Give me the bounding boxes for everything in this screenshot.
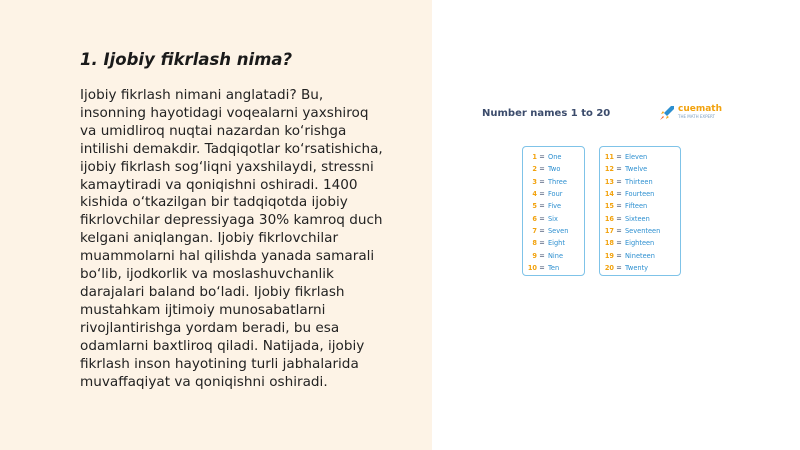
number-name: Three <box>548 177 567 186</box>
number-name: Seven <box>548 226 569 235</box>
paragraph-line: muammolarni hal qilishda yanada samarali <box>80 248 375 265</box>
number-names-table-1-10 <box>522 146 585 276</box>
number-names-table-11-20 <box>599 146 681 276</box>
logo-tagline: THE MATH EXPERT <box>678 114 715 119</box>
paragraph-line: Ijobiy fikrlash nimani anglatadi? Bu, <box>80 87 324 103</box>
number-row <box>600 200 680 212</box>
number-name: Eighteen <box>625 239 655 248</box>
number-name: Seventeen <box>625 226 661 235</box>
number-name: Fifteen <box>625 202 648 211</box>
number-value: 10 <box>527 263 537 272</box>
number-value: 14 <box>604 190 614 199</box>
paragraph-line: odamlarni baxtliroq qiladi. Natijada, ijobiy <box>80 337 365 354</box>
number-value: 12 <box>604 165 614 174</box>
number-row <box>523 262 584 274</box>
equals-sign: = <box>539 153 545 162</box>
number-row <box>523 249 584 261</box>
number-row <box>523 200 584 212</box>
equals-sign: = <box>539 239 545 248</box>
equals-sign: = <box>616 153 622 162</box>
number-value: 17 <box>604 226 614 235</box>
number-value: 5 <box>532 202 537 211</box>
equals-sign: = <box>616 165 622 174</box>
number-row <box>523 237 584 249</box>
equals-sign: = <box>616 190 622 199</box>
paragraph-line: kamaytiradi va qoniqishni oshiradi. 1400 <box>80 176 358 193</box>
number-value: 3 <box>532 177 537 186</box>
equals-sign: = <box>616 177 622 186</box>
paragraph-line: va umidliroq nuqtai nazardan ko‘rishga <box>80 122 347 139</box>
number-row <box>523 176 584 188</box>
paragraph-line: insonning hayotidagi voqealarni yaxshiroq <box>80 104 369 121</box>
equals-sign: = <box>539 226 545 235</box>
paragraph-line: ijobiy fikrlash sog‘liqni yaxshilaydi, stressni <box>80 158 374 175</box>
number-name: Twelve <box>625 165 648 174</box>
number-row <box>523 225 584 237</box>
number-row <box>523 188 584 200</box>
equals-sign: = <box>539 177 545 186</box>
paragraph-line: darajalari baland bo‘ladi. Ijobiy fikrlash <box>80 283 345 300</box>
number-name: Nine <box>548 251 564 260</box>
paragraph-line: rivojlantirishga yordam beradi, bu esa <box>80 319 340 336</box>
number-value: 20 <box>604 263 614 272</box>
number-name: Six <box>548 214 558 223</box>
paragraph-line: bo‘lib, ijodkorlik va moslashuvchanlik <box>80 266 334 283</box>
paragraph-line: kelgani aniqlangan. Ijobiy fikrlovchilar <box>80 230 339 247</box>
number-row <box>523 151 584 163</box>
number-name: Two <box>548 165 561 174</box>
number-value: 4 <box>532 190 537 199</box>
paragraph-line: intilishi demakdir. Tadqiqotlar ko‘rsatishicha, <box>80 140 383 157</box>
figure-title: Number names 1 to 20 <box>482 108 611 119</box>
paragraph-line: fikrlovchilar depressiyaga 30% kamroq duch <box>80 212 383 229</box>
cuemath-logo <box>658 104 722 122</box>
number-value: 8 <box>532 239 537 248</box>
number-name: Eight <box>548 239 565 248</box>
paragraph-line: muvaffaqiyat va qoniqishni oshiradi. <box>80 373 328 390</box>
number-value: 11 <box>604 153 614 162</box>
number-value: 16 <box>604 214 614 223</box>
equals-sign: = <box>539 165 545 174</box>
number-value: 9 <box>532 251 537 260</box>
number-value: 7 <box>532 226 537 235</box>
number-row <box>600 225 680 237</box>
number-name: Sixteen <box>625 214 650 223</box>
number-name: Ten <box>548 263 560 272</box>
number-row <box>600 176 680 188</box>
number-name: Eleven <box>625 153 648 162</box>
number-value: 15 <box>604 202 614 211</box>
number-row <box>600 249 680 261</box>
equals-sign: = <box>616 239 622 248</box>
figure-panel <box>432 0 800 450</box>
equals-sign: = <box>616 202 622 211</box>
paragraph-line: kishida o‘tkazilgan bir tadqiqotda ijobiy <box>80 194 348 211</box>
number-name: Twenty <box>625 263 649 272</box>
equals-sign: = <box>539 214 545 223</box>
number-name: One <box>548 153 562 162</box>
rocket-icon <box>658 104 676 122</box>
number-row <box>600 212 680 224</box>
number-row <box>600 163 680 175</box>
number-row <box>600 262 680 274</box>
number-value: 2 <box>532 165 537 174</box>
equals-sign: = <box>616 251 622 260</box>
number-row <box>600 237 680 249</box>
number-row <box>600 188 680 200</box>
number-value: 13 <box>604 177 614 186</box>
number-name: Five <box>548 202 562 211</box>
number-name: Four <box>548 190 563 199</box>
number-value: 6 <box>532 214 537 223</box>
equals-sign: = <box>616 214 622 223</box>
number-name: Nineteen <box>625 251 655 260</box>
number-row <box>600 151 680 163</box>
number-row <box>523 163 584 175</box>
number-value: 19 <box>604 251 614 260</box>
section-heading: 1. Ijobiy fikrlash nima? <box>80 50 293 69</box>
equals-sign: = <box>539 263 545 272</box>
number-row <box>523 212 584 224</box>
body-paragraph <box>80 87 412 391</box>
paragraph-line: fikrlash inson hayotining turli jabhalarida <box>80 355 359 372</box>
number-name: Thirteen <box>625 177 653 186</box>
number-name: Fourteen <box>625 190 655 199</box>
paragraph-line: mustahkam ijtimoiy munosabatlarni <box>80 301 326 318</box>
equals-sign: = <box>539 202 545 211</box>
equals-sign: = <box>616 263 622 272</box>
number-value: 18 <box>604 239 614 248</box>
number-value: 1 <box>532 153 537 162</box>
logo-name: cuemath <box>678 104 723 114</box>
equals-sign: = <box>616 226 622 235</box>
equals-sign: = <box>539 251 545 260</box>
equals-sign: = <box>539 190 545 199</box>
